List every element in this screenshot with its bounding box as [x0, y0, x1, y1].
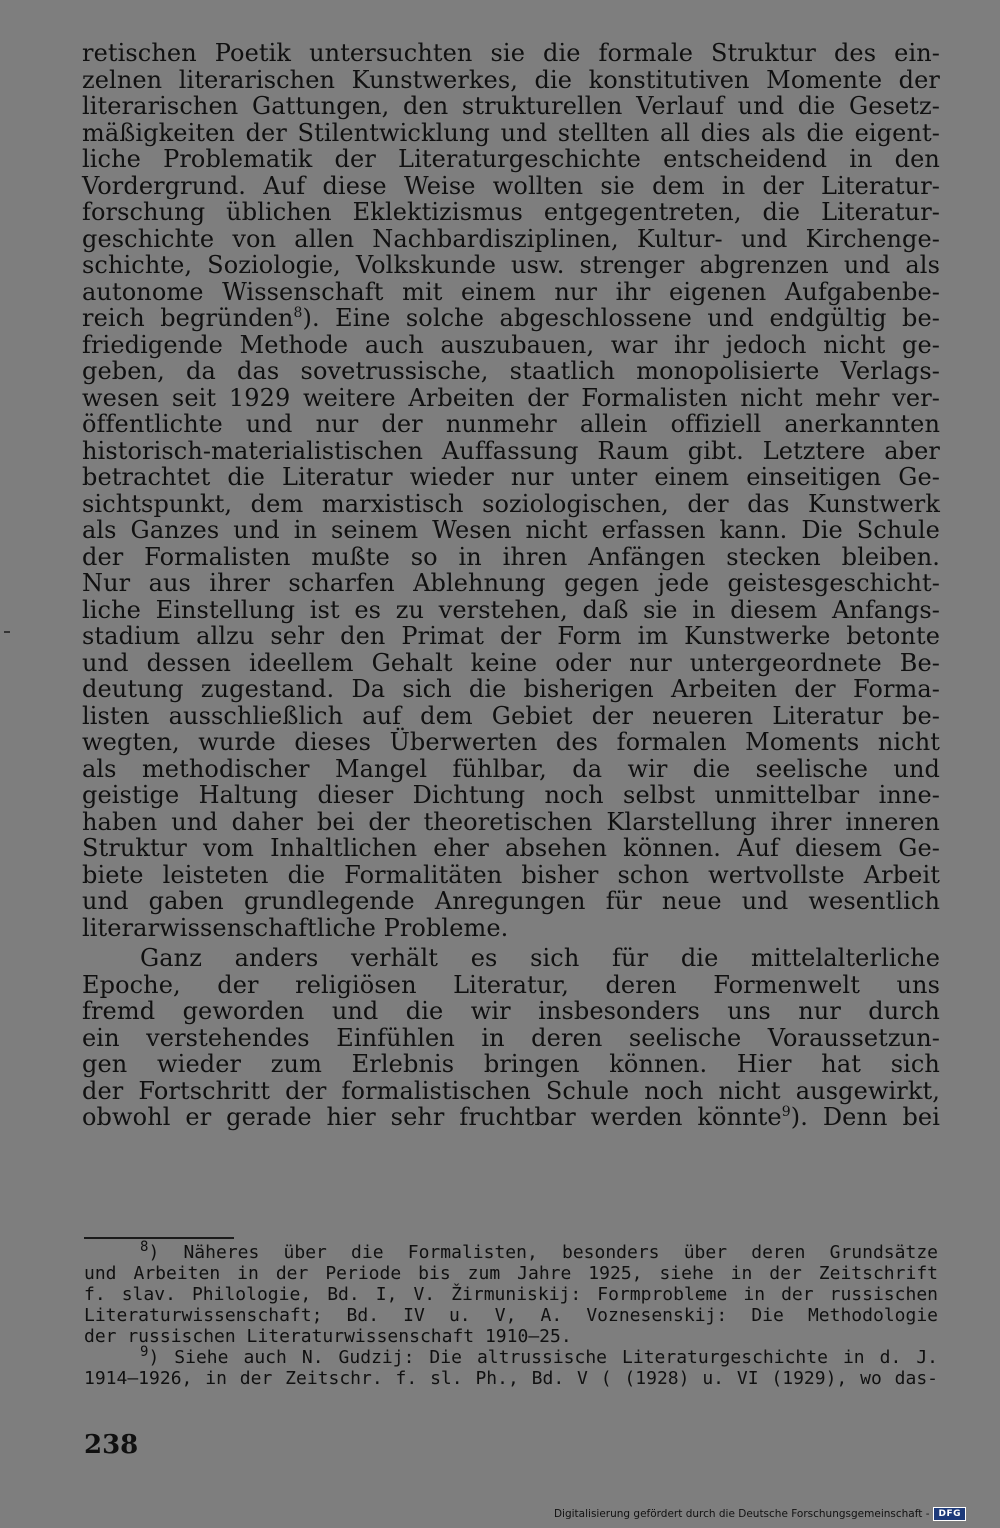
footnote-line: Literaturwissenschaft; Bd. IV u. V, A. Voznesenskij: Die Methodologie — [84, 1305, 938, 1326]
footnote-marker-8: 8 — [140, 1239, 149, 1255]
text-line: Struktur vom Inhaltlichen eher absehen können. Auf diesem Ge- — [82, 834, 940, 862]
text-segment: ). Denn bei — [790, 1103, 941, 1131]
text-line: der Formalisten mußte so in ihren Anfängen stecken bleiben. — [82, 542, 940, 571]
digitization-credit — [554, 1507, 966, 1521]
page-number: 238 — [84, 1430, 139, 1460]
text-line: der Fortschritt der formalistischen Schule noch nicht ausgewirkt, — [82, 1076, 940, 1105]
text-line: retischen Poetik untersuchten sie die formale Struktur des ein- — [82, 39, 940, 67]
text-line: öffentlichte und nur der nunmehr allein offiziell anerkannten — [82, 410, 940, 438]
text-line: literarwissenschaftliche Probleme. — [82, 913, 509, 942]
footnote-8-line — [84, 1239, 938, 1263]
footnote-text: ) Siehe auch N. Gudzij: Die altrussische Literaturgeschichte in d. J. — [148, 1347, 938, 1368]
text-line: betrachtet die Literatur wieder nur unter einem einseitigen Ge- — [82, 463, 940, 491]
footnote-line: f. slav. Philologie, Bd. I, V. Žirmuniskij: Formprobleme in der russischen — [84, 1284, 938, 1305]
text-line: deutung zugestand. Da sich die bisherigen Arbeiten der Forma- — [82, 675, 940, 703]
footnote-line: 1914—1926, in der Zeitschr. f. sl. Ph., Bd. V ( (1928) u. VI (1929), wo das- — [84, 1368, 938, 1389]
text-line: Ganz anders verhält es sich für die mittelalterliche — [140, 944, 940, 972]
text-segment: obwohl er gerade hier sehr fruchtbar werden könnte — [82, 1103, 782, 1131]
text-line: literarischen Gattungen, den strukturellen Verlauf und die Gesetz- — [82, 92, 940, 120]
footnote-line: der russischen Literaturwissenschaft 1910—25. — [84, 1326, 572, 1347]
text-line: Nur aus ihrer scharfen Ablehnung gegen jede geistesgeschicht- — [82, 569, 940, 597]
text-line: friedigende Methode auch auszubauen, war ihr jedoch nicht ge- — [82, 330, 940, 359]
main-text — [82, 40, 940, 1131]
text-line: stadium allzu sehr den Primat der Form im Kunstwerke betonte — [82, 622, 940, 650]
text-line: wegten, wurde dieses Überwerten des formalen Moments nicht — [82, 728, 940, 756]
text-line: biete leisteten die Formalitäten bisher schon wertvollste Arbeit — [82, 860, 940, 889]
text-line: fremd geworden und die wir insbesonders uns nur durch — [82, 997, 940, 1025]
text-line: sichtspunkt, dem marxistisch soziologischen, der das Kunstwerk — [82, 489, 940, 518]
dfg-logo-icon[interactable]: DFG — [933, 1507, 966, 1521]
text-line: und dessen ideellem Gehalt keine oder nur untergeordnete Be- — [82, 648, 940, 677]
footnote-ref-9[interactable]: 9 — [781, 1104, 791, 1120]
text-line: historisch-materialistischen Auffassung Raum gibt. Letztere aber — [82, 436, 940, 465]
text-line: ein verstehendes Einfühlen in deren seelische Voraussetzun- — [82, 1023, 940, 1052]
footnotes — [84, 1239, 938, 1389]
text-segment: reich begründen — [82, 304, 294, 332]
text-line-with-note — [82, 305, 940, 332]
text-line: als methodischer Mangel fühlbar, da wir die seelische und — [82, 754, 940, 783]
text-line: geschichte von allen Nachbardisziplinen, Kultur- und Kirchenge- — [82, 224, 940, 253]
footnote-line: und Arbeiten in der Periode bis zum Jahre 1925, siehe in der Zeitschrift — [84, 1263, 938, 1284]
text-segment: ). Eine solche abgeschlossene und endgültig be- — [302, 304, 940, 332]
text-line: mäßigkeiten der Stilentwicklung und stellten all dies als die eigent- — [82, 118, 940, 147]
text-line: Vordergrund. Auf diese Weise wollten sie dem in der Literatur- — [82, 171, 940, 200]
footnote-9-line — [84, 1344, 938, 1368]
footnote-text: ) Näheres über die Formalisten, besonders über deren Grundsätze — [148, 1242, 938, 1263]
credit-text: Digitalisierung gefördert durch die Deutsche Forschungsgemeinschaft - — [553, 1508, 930, 1520]
text-line: liche Einstellung ist es zu verstehen, daß sie in diesem Anfangs- — [82, 595, 940, 624]
text-line: haben und daher bei der theoretischen Klarstellung ihrer inneren — [82, 807, 940, 836]
text-line: Epoche, der religiösen Literatur, deren Formenwelt uns — [82, 970, 940, 999]
text-line: zelnen literarischen Kunstwerkes, die konstitutiven Momente der — [82, 65, 940, 94]
text-line: gen wieder zum Erlebnis bringen können. Hier hat sich — [82, 1050, 940, 1078]
text-line: autonome Wissenschaft mit einem nur ihr eigenen Aufgabenbe- — [82, 277, 940, 306]
footnote-ref-8[interactable]: 8 — [293, 305, 303, 321]
text-line: schichte, Soziologie, Volkskunde usw. strenger abgrenzen und als — [82, 251, 940, 279]
text-line: listen ausschließlich auf dem Gebiet der neueren Literatur be- — [82, 701, 940, 730]
text-line-with-note — [82, 1104, 940, 1131]
footnote-rule — [84, 1237, 234, 1239]
text-line: als Ganzes und in seinem Wesen nicht erfassen kann. Die Schule — [82, 516, 940, 544]
footnote-marker-9: 9 — [140, 1344, 149, 1360]
text-line: forschung üblichen Eklektizismus entgegentreten, die Literatur- — [82, 198, 940, 226]
text-line: und gaben grundlegende Anregungen für neue und wesentlich — [82, 887, 940, 915]
margin-mark — [4, 631, 10, 633]
text-line: wesen seit 1929 weitere Arbeiten der Formalisten nicht mehr ver- — [82, 383, 940, 412]
text-line: liche Problematik der Literaturgeschichte entscheidend in den — [82, 145, 940, 173]
text-line: geistige Haltung dieser Dichtung noch selbst unmittelbar inne- — [82, 781, 940, 809]
text-line: geben, da das sovetrussische, staatlich monopolisierte Verlags- — [82, 357, 940, 385]
